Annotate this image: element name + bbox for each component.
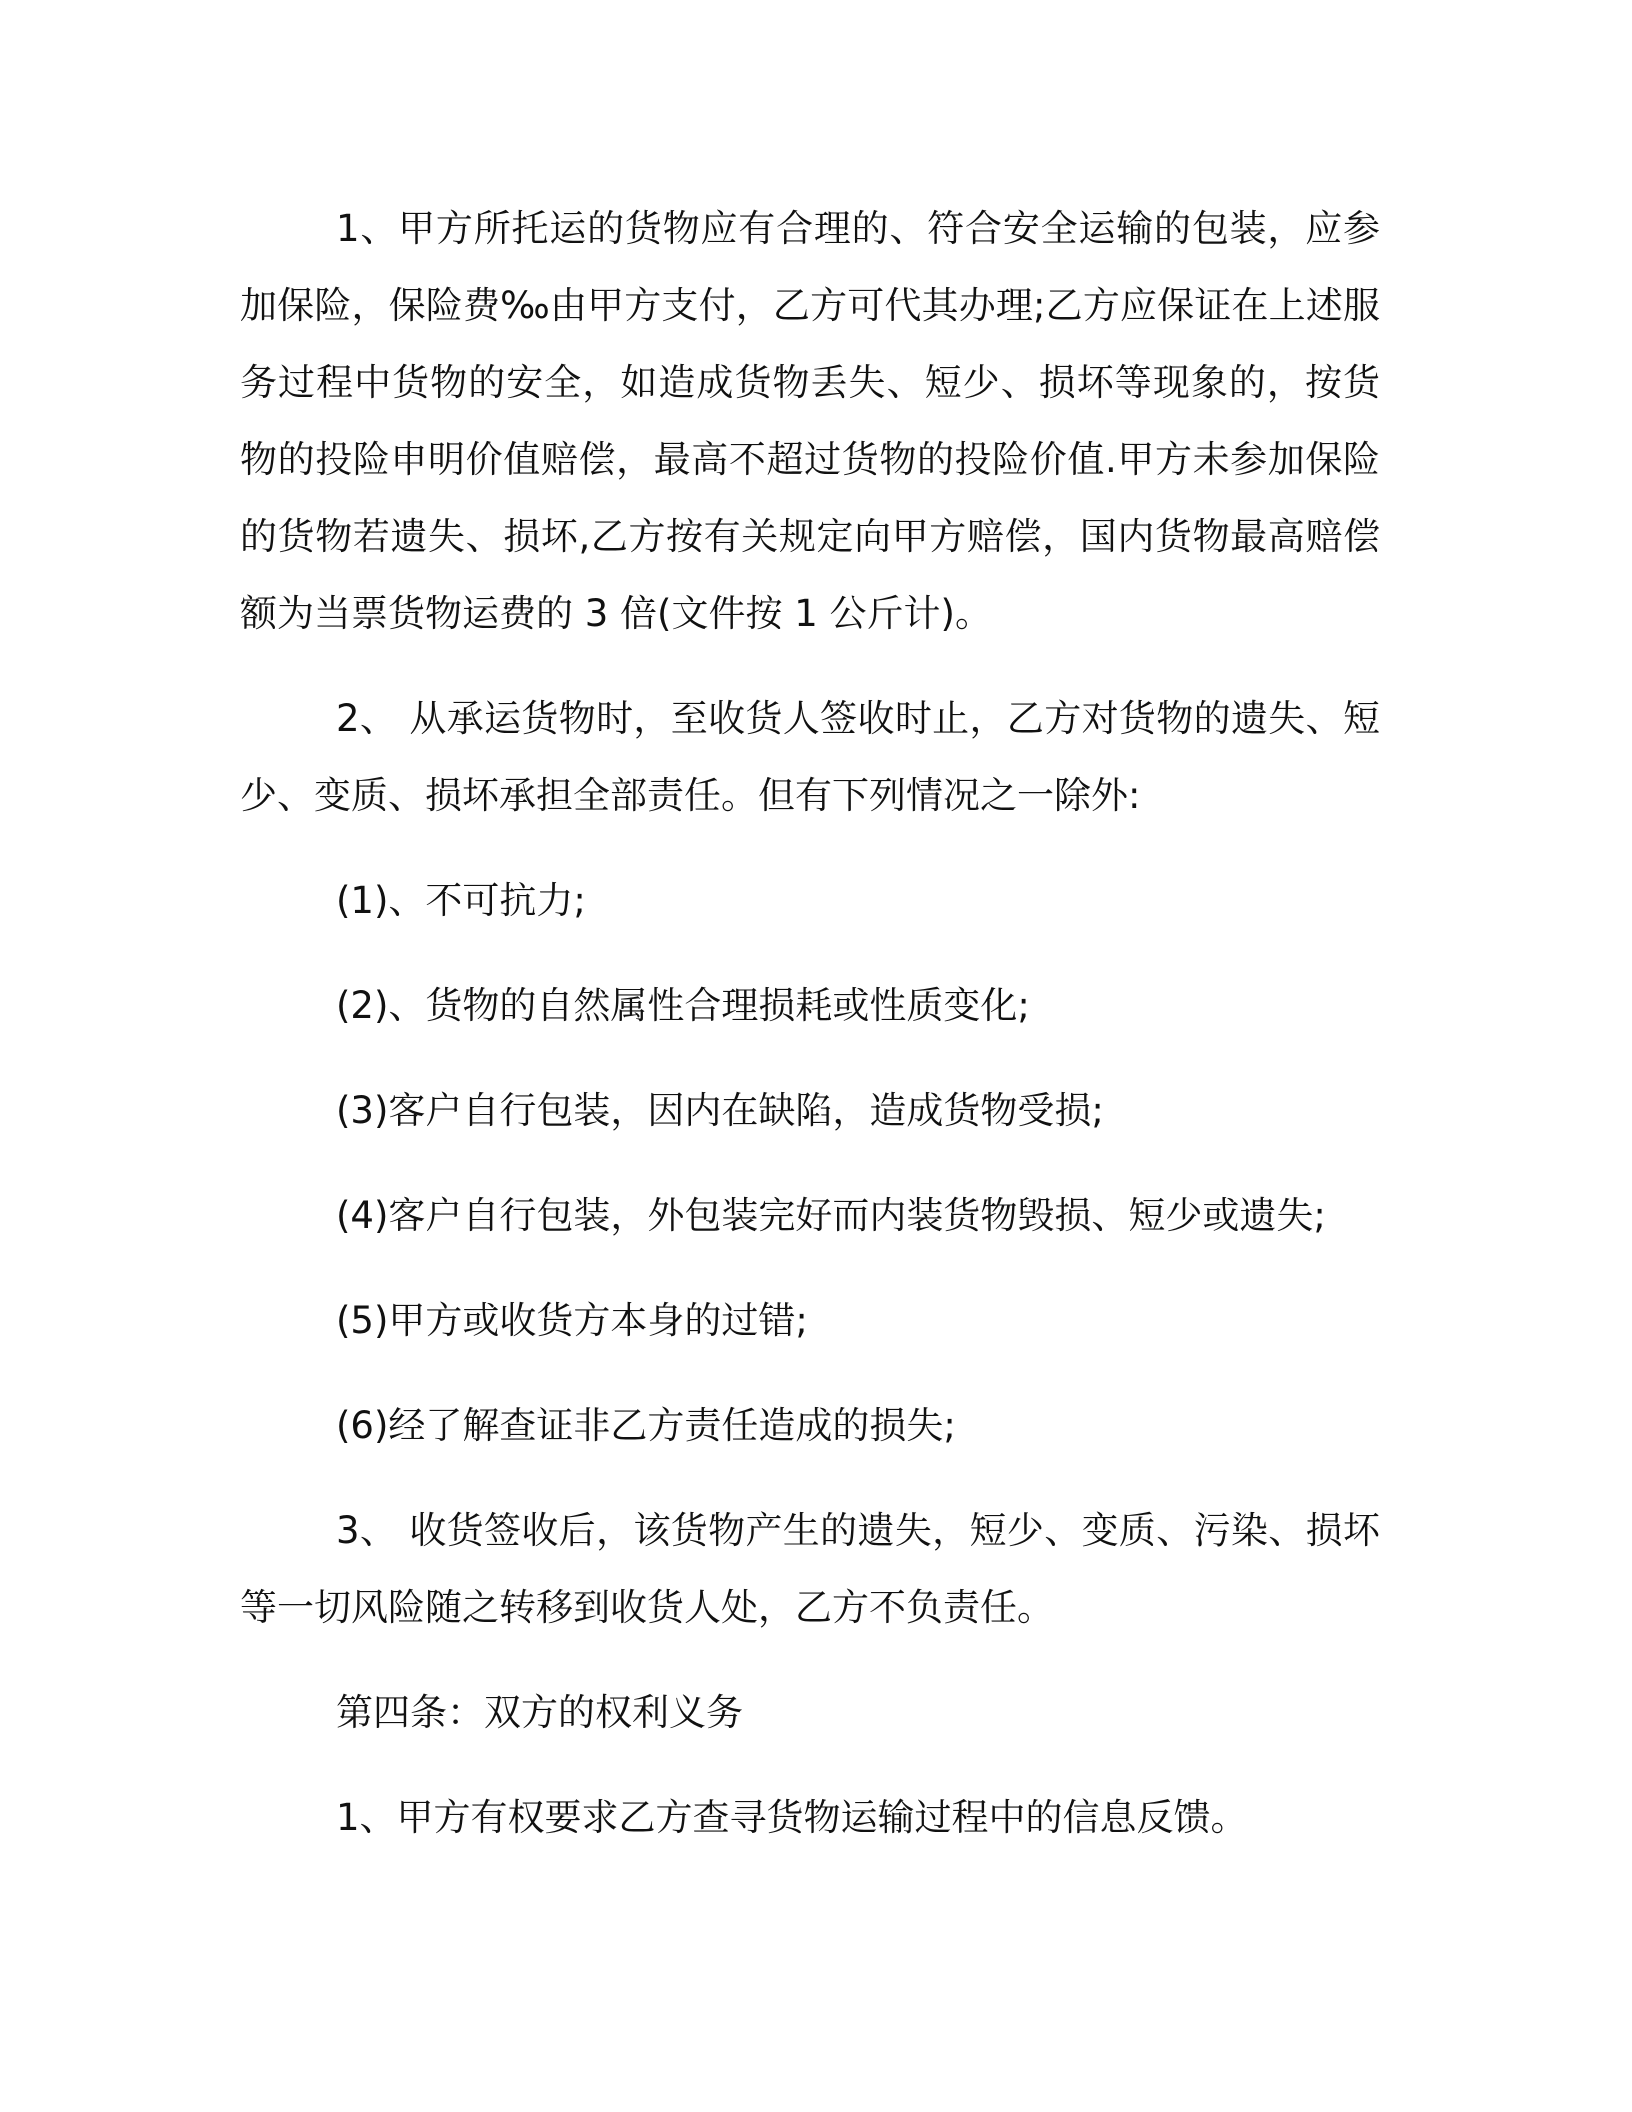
exception-item-4: (4)客户自行包装，外包装完好而内装货物毁损、短少或遗失; [336, 1194, 1326, 1237]
exception-item-2: (2)、货物的自然属性合理损耗或性质变化; [336, 984, 1030, 1027]
clause-2-paragraph: 2、 从承运货物时，至收货人签收时止，乙方对货物的遗失、短少、变质、损坏承担全部责任。但有下列情况之一除外: [240, 697, 1380, 817]
exception-item-6: (6)经了解查证非乙方责任造成的损失; [336, 1404, 956, 1447]
article-4-item-1: 1、甲方有权要求乙方查寻货物运输过程中的信息反馈。 [336, 1796, 1248, 1839]
document-page [240, 190, 1380, 1884]
exception-item-1: (1)、不可抗力; [336, 879, 586, 922]
article-4-heading: 第四条：双方的权利义务 [336, 1691, 743, 1734]
exception-item-3: (3)客户自行包装，因内在缺陷，造成货物受损; [336, 1089, 1104, 1132]
clause-3-paragraph: 3、 收货签收后，该货物产生的遗失，短少、变质、污染、损坏等一切风险随之转移到收货人处，乙方不负责任。 [240, 1509, 1380, 1629]
clause-1-paragraph: 1、甲方所托运的货物应有合理的、符合安全运输的包装，应参加保险，保险费‰由甲方支付，乙方可代其办理;乙方应保证在上述服务过程中货物的安全，如造成货物丢失、短少、损坏等现象的，按货物的投险申明价值赔偿，最高不超过货物的投险价值.甲方未参加保险的货物若遗失、损坏,乙方按有关规定向甲方赔偿，国内货物最高赔偿额为当票货物运费的 3 倍(文件按 1 公斤计)。 [240, 207, 1380, 635]
exception-item-5: (5)甲方或收货方本身的过错; [336, 1299, 808, 1342]
